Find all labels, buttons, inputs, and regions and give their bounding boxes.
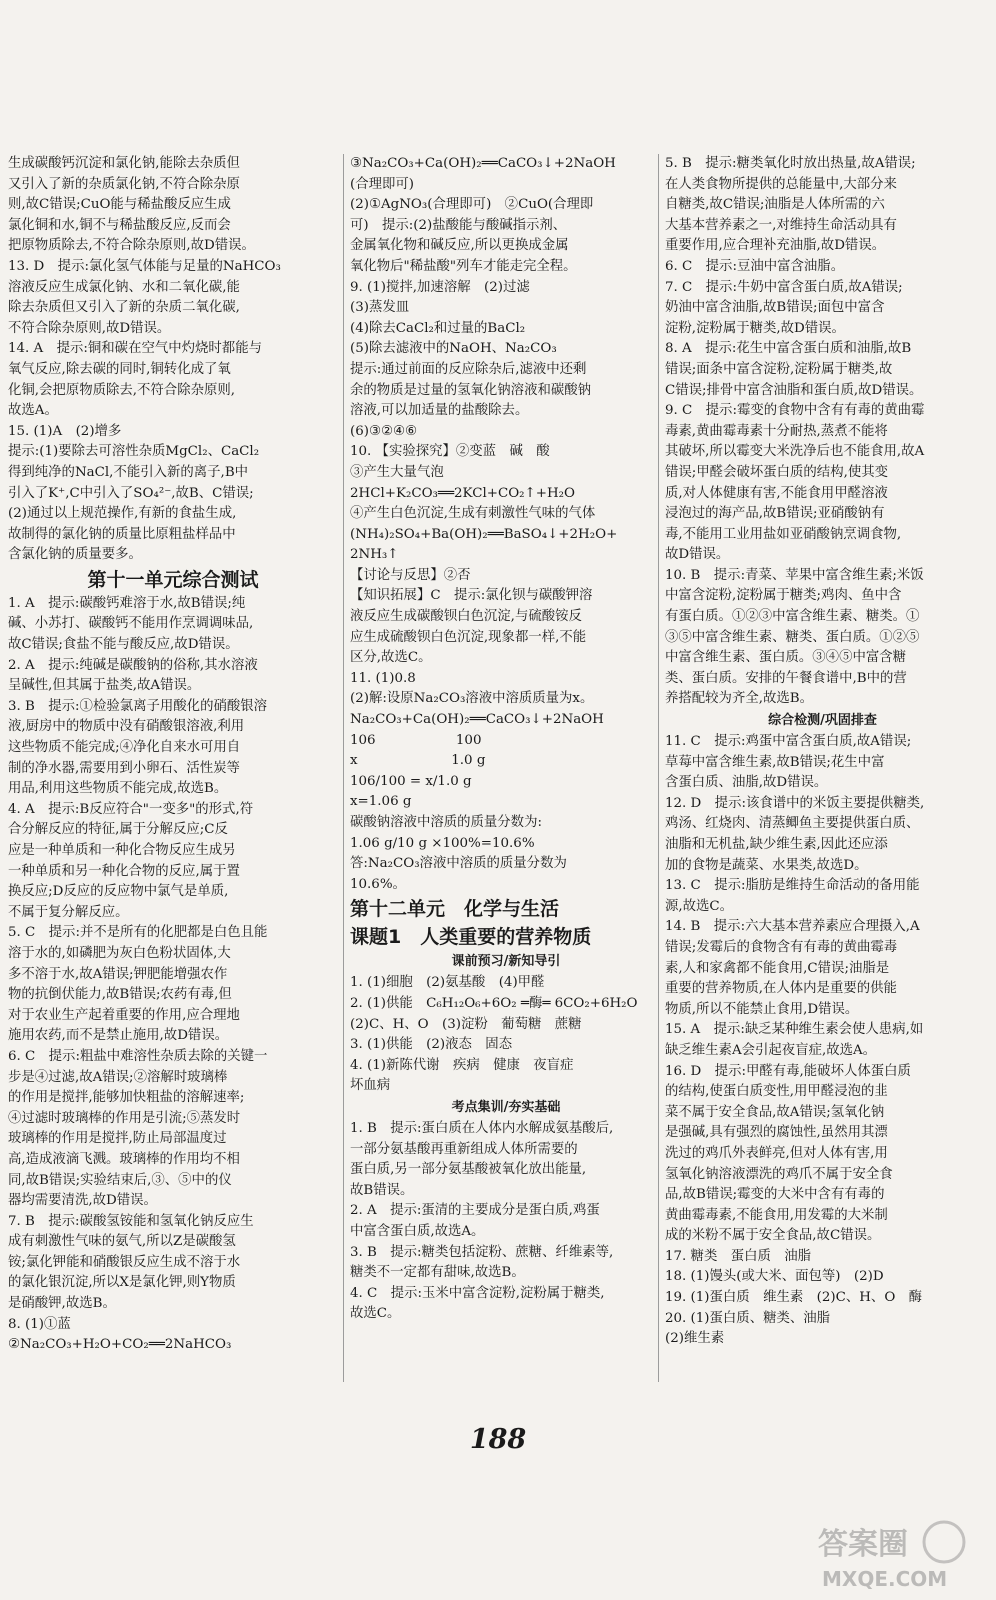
text-line: 源,故选C。 xyxy=(665,898,734,914)
text-line: 7. C 提示:牛奶中富含蛋白质,故A错误; xyxy=(665,279,903,295)
text-line: 8. A 提示:花生中富含蛋白质和油脂,故B xyxy=(665,341,912,357)
text-line: 把原物质除去,不符合除杂原则,故D错误。 xyxy=(8,238,255,254)
text-line: 氧气反应,除去碳的同时,铜转化成了氧 xyxy=(8,361,231,377)
text-line: 换反应;D反应的反应物中氯气是单质, xyxy=(8,884,229,900)
text-line: 重要的营养物质,在人体内是重要的供能 xyxy=(665,981,897,997)
text-line: 蛋白质,另一部分氨基酸被氧化放出能量, xyxy=(350,1162,587,1178)
column-divider xyxy=(658,154,659,1382)
text-line: 养搭配较为齐全,故选B。 xyxy=(665,691,814,707)
section-heading: 课题1 人类重要的营养物质 xyxy=(350,926,592,949)
text-line: 又引入了新的杂质氯化钠,不符合除杂原 xyxy=(8,176,240,192)
text-line: (5)除去滤液中的NaOH、Na₂CO₃ xyxy=(350,341,557,357)
text-line: 成的米粉不属于安全食品,故C错误。 xyxy=(665,1228,881,1244)
text-line: 碱、小苏打、碳酸钙不能用作烹调调味品, xyxy=(8,616,254,632)
text-line: x 1.0 g xyxy=(350,753,486,769)
text-line: 9. (1)搅拌,加速溶解 (2)过滤 xyxy=(350,279,530,295)
text-line: 10. B 提示:青菜、苹果中富含维生素;米饭 xyxy=(665,567,924,583)
text-line: 其破坏,所以霉变大米洗净后也不能食用,故A xyxy=(665,444,925,460)
text-line: 错误;面条中富含淀粉,淀粉属于糖类,故 xyxy=(665,361,893,377)
text-line: 铵;氯化钾能和硝酸银反应生成不溶于水 xyxy=(8,1254,241,1270)
text-line: 5. B 提示:糖类氧化时放出热量,故A错误; xyxy=(665,156,916,171)
text-line: 2HCl+K₂CO₃══2KCl+CO₂↑+H₂O xyxy=(350,485,575,501)
text-line: 含蛋白质、油脂,故D错误。 xyxy=(665,775,828,791)
text-line: 是强碱,具有强烈的腐蚀性,虽然用其漂 xyxy=(665,1125,888,1141)
text-line: 12. D 提示:该食谱中的米饭主要提供糖类, xyxy=(665,795,925,811)
text-line: 淀粉,淀粉属于糖类,故D错误。 xyxy=(665,320,845,336)
svg-text:MXQE.COM: MXQE.COM xyxy=(822,1567,948,1591)
text-line: 合分解反应的特征,属于分解反应;C反 xyxy=(8,822,228,838)
section-heading: 第十二单元 化学与生活 xyxy=(350,898,560,921)
text-line: 11. (1)0.8 xyxy=(350,670,416,686)
page-number: 188 xyxy=(469,1424,527,1455)
text-line: 20. (1)蛋白质、糖类、油脂 xyxy=(665,1310,831,1326)
text-line: 高,造成液滴飞溅。玻璃棒的作用均不相 xyxy=(8,1151,240,1167)
text-line: 对于农业生产起着重要的作用,应合理地 xyxy=(8,1007,240,1023)
text-line: 制的净水器,需要用到小卵石、活性炭等 xyxy=(8,760,240,776)
text-line: 生成碳酸钙沉淀和氯化钠,能除去杂质但 xyxy=(8,156,240,171)
text-line: 引入了K⁺,C中引入了SO₄²⁻,故B、C错误; xyxy=(8,485,254,501)
text-line: 1. A 提示:碳酸钙难溶于水,故B错误;纯 xyxy=(8,595,246,611)
watermark-logo xyxy=(814,1516,974,1594)
text-line: 故选C。 xyxy=(350,1306,401,1322)
text-line: 一种单质和另一种化合物的反应,属于置 xyxy=(8,863,240,879)
text-line: 4. C 提示:玉米中富含淀粉,淀粉属于糖类, xyxy=(350,1285,605,1301)
text-line: (合理即可) xyxy=(350,176,415,192)
text-line: 4. A 提示:B反应符合"一变多"的形式,符 xyxy=(8,801,254,817)
text-line: 玻璃棒的作用是搅拌,防止局部温度过 xyxy=(8,1131,227,1147)
text-line: 重要作用,应合理补充油脂,故D错误。 xyxy=(665,238,886,254)
text-line: 物的抗倒伏能力,故B错误;农药有毒,但 xyxy=(8,987,232,1003)
text-line: 的氯化银沉淀,所以X是氯化钾,则Y物质 xyxy=(8,1275,236,1291)
text-line: ③产生大量气泡 xyxy=(350,464,444,480)
text-line: 不符合除杂原则,故D错误。 xyxy=(8,320,171,336)
text-line: ③Na₂CO₃+Ca(OH)₂══CaCO₃↓+2NaOH xyxy=(350,156,616,171)
text-line: 13. D 提示:氯化氢气体能与足量的NaHCO₃ xyxy=(8,258,281,274)
text-line: 17. 糖类 蛋白质 油脂 xyxy=(665,1248,812,1264)
text-line: 故B错误。 xyxy=(350,1182,414,1198)
text-line: 可) 提示:(2)盐酸能与酸碱指示剂、 xyxy=(350,217,567,233)
text-line: 得到纯净的NaCl,不能引入新的离子,B中 xyxy=(8,464,249,480)
text-line: 器均需要清洗,故D错误。 xyxy=(8,1193,157,1209)
text-line: 14. B 提示:六大基本营养素应合理摄入,A xyxy=(665,919,920,935)
text-line: 在人类食物所提供的总能量中,大部分来 xyxy=(665,176,897,192)
subsection-heading: 考点集训/夯实基础 xyxy=(451,1099,561,1115)
text-line: 是硝酸钾,故选B。 xyxy=(8,1296,116,1312)
text-line: 奶油中富含油脂,故B错误;面包中富含 xyxy=(665,300,885,316)
text-line: (3)蒸发皿 xyxy=(350,300,410,316)
text-line: ④过滤时玻璃棒的作用是引流;⑤蒸发时 xyxy=(8,1110,241,1126)
text-line: (2)解:设原Na₂CO₃溶液中溶质质量为x。 xyxy=(350,691,594,707)
text-line: 毒素,黄曲霉毒素十分耐热,蒸煮不能将 xyxy=(665,423,888,439)
text-line: 一部分氨基酸再重新组成人体所需要的 xyxy=(350,1141,578,1157)
text-line: 自糖类,故C错误;油脂是人体所需的六 xyxy=(665,197,885,213)
text-line: ③⑤中富含维生素、糖类、蛋白质。①②⑤ xyxy=(665,629,920,645)
text-line: 化铜,会把原物质除去,不符合除杂原则, xyxy=(8,382,236,398)
text-line: (2)①AgNO₃(合理即可) ②CuO(合理即 xyxy=(350,197,594,213)
text-line: 2. A 提示:纯碱是碳酸钠的俗称,其水溶液 xyxy=(8,657,258,673)
text-line: 氯化铜和水,铜不与稀盐酸反应,反而会 xyxy=(8,217,231,233)
text-line: 毒,不能用工业用盐如亚硝酸钠烹调食物, xyxy=(665,526,902,542)
text-line: 多不溶于水,故A错误;钾肥能增强农作 xyxy=(8,966,228,982)
text-line: 3. (1)供能 (2)液态 固态 xyxy=(350,1037,513,1053)
text-line: (NH₄)₂SO₄+Ba(OH)₂══BaSO₄↓+2H₂O+ xyxy=(350,526,618,542)
text-line: 1. B 提示:蛋白质在人体内水解成氨基酸后, xyxy=(350,1120,614,1136)
text-line: 菜不属于安全食品,故A错误;氢氧化钠 xyxy=(665,1104,885,1120)
text-line: 故D错误。 xyxy=(665,547,730,563)
text-line: (6)③②④⑥ xyxy=(350,423,417,439)
text-line: 的结构,使蛋白质变性,用甲醛浸泡的韭 xyxy=(665,1084,888,1100)
text-line: 区分,故选C。 xyxy=(350,650,432,666)
text-line: 液,厨房中的物质中没有硝酸银溶液,利用 xyxy=(8,719,245,735)
text-line: 【知识拓展】C 提示:氯化钡与碳酸钾溶 xyxy=(350,588,593,604)
text-line: 11. C 提示:鸡蛋中富含蛋白质,故A错误; xyxy=(665,734,912,750)
text-line: 13. C 提示:脂肪是维持生命活动的备用能 xyxy=(665,878,920,894)
text-line: 步是④过滤,故A错误;②溶解时玻璃棒 xyxy=(8,1069,228,1085)
text-line: 草莓中富含维生素,故B错误;花生中富 xyxy=(665,754,885,770)
text-line: 含氯化钠的质量要多。 xyxy=(8,547,142,563)
text-line: 糖类不一定都有甜味,故选B。 xyxy=(350,1265,525,1281)
text-line: (4)除去CaCl₂和过量的BaCl₂ xyxy=(350,320,526,336)
text-line: 10.6%。 xyxy=(350,876,406,892)
text-line: 中富含淀粉,淀粉属于糖类;鸡肉、鱼中含 xyxy=(665,588,902,604)
text-line: 7. B 提示:碳酸氢铵能和氢氧化钠反应生 xyxy=(8,1213,254,1229)
text-line: x=1.06 g xyxy=(350,794,412,810)
text-line: 缺乏维生素A会引起夜盲症,故选A。 xyxy=(665,1042,877,1058)
text-line: 14. A 提示:铜和碳在空气中灼烧时都能与 xyxy=(8,341,262,357)
text-line: 类、蛋白质。安排的午餐食谱中,B中的营 xyxy=(665,670,907,686)
text-line: 2NH₃↑ xyxy=(350,547,399,563)
text-line: 提示:(1)要除去可溶性杂质MgCl₂、CaCl₂ xyxy=(8,444,260,460)
text-line: 金属氧化物和碱反应,所以更换成金属 xyxy=(350,238,569,254)
text-line: 1. (1)细胞 (2)氨基酸 (4)甲醛 xyxy=(350,975,545,991)
text-line: (2)维生素 xyxy=(665,1331,725,1347)
text-line: 除去杂质但又引入了新的杂质二氧化碳, xyxy=(8,300,240,316)
text-line: 8. (1)①蓝 xyxy=(8,1316,71,1332)
text-line: 溶于水的,如磷肥为灰白色粉状固体,大 xyxy=(8,945,231,961)
text-line: 中富含蛋白质,故选A。 xyxy=(350,1223,485,1239)
text-line: 15. (1)A (2)增多 xyxy=(8,423,122,439)
column-divider xyxy=(343,154,344,1382)
text-line: 质,对人体健康有害,不能食用甲醛溶液 xyxy=(665,485,888,501)
text-line: 不属于复分解反应。 xyxy=(8,904,129,920)
text-line: 施用农药,而不是禁止施用,故D错误。 xyxy=(8,1028,229,1044)
text-line: 有蛋白质。①②③中富含维生素、糖类。① xyxy=(665,609,920,625)
left-column xyxy=(8,154,338,1356)
svg-text:答案圈: 答案圈 xyxy=(818,1527,908,1562)
text-line: 6. C 提示:豆油中富含油脂。 xyxy=(665,258,845,274)
text-line: 应生成硫酸钡白色沉淀,现象都一样,不能 xyxy=(350,629,587,645)
text-line: 提示:通过前面的反应除杂后,滤液中还剩 xyxy=(350,361,587,377)
text-line: 品,故B错误;霉变的大米中含有有毒的 xyxy=(665,1187,885,1203)
text-line: 鸡汤、红烧肉、清蒸鲫鱼主要提供蛋白质、 xyxy=(665,816,920,832)
text-line: 1.06 g/10 g ×100%=10.6% xyxy=(350,835,535,851)
text-line: 溶液,可以加适量的盐酸除去。 xyxy=(350,403,529,419)
text-line: 错误;发霉后的食物含有有毒的黄曲霉毒 xyxy=(665,939,898,955)
text-line: 碳酸钠溶液中溶质的质量分数为: xyxy=(350,815,542,830)
text-line: 浸泡过的海产品,故B错误;亚硝酸钠有 xyxy=(665,506,885,522)
text-line: 106/100 = x/1.0 g xyxy=(350,773,472,789)
text-line: 3. B 提示:糖类包括淀粉、蔗糖、纤维素等, xyxy=(350,1244,614,1260)
text-line: ②Na₂CO₃+H₂O+CO₂══2NaHCO₃ xyxy=(8,1337,232,1353)
text-line: 氧化物后"稀盐酸"列车才能走完全程。 xyxy=(350,258,577,274)
text-line: 的作用是搅拌,能够加快粗盐的溶解速率; xyxy=(8,1090,245,1106)
text-line: 【讨论与反思】②否 xyxy=(350,567,471,583)
text-line: 这些物质不能完成;④净化自来水可用自 xyxy=(8,740,241,756)
text-line: (2)C、H、O (3)淀粉 葡萄糖 蔗糖 xyxy=(350,1016,582,1032)
text-line: 油脂和无机盐,缺少维生素,因此还应添 xyxy=(665,837,888,852)
text-line: 成有刺激性气味的氨气,所以Z是碳酸氢 xyxy=(8,1234,236,1250)
text-line: 溶液反应生成氯化钠、水和二氧化碳,能 xyxy=(8,279,240,295)
text-line: 4. (1)新陈代谢 疾病 健康 夜盲症 xyxy=(350,1057,574,1073)
text-line: 呈碱性,但其属于盐类,故A错误。 xyxy=(8,678,201,694)
right-column xyxy=(665,154,980,1350)
text-line: 应是一种单质和一种化合物反应生成另 xyxy=(8,843,236,858)
middle-column xyxy=(350,154,662,1325)
text-line: 洗过的鸡爪外表鲜亮,但对人体有害,用 xyxy=(665,1145,888,1161)
text-line: 氢氧化钠溶液漂洗的鸡爪不属于安全食 xyxy=(665,1166,893,1182)
text-line: 余的物质是过量的氢氧化钠溶液和碳酸钠 xyxy=(350,382,592,398)
text-line: 故选A。 xyxy=(8,403,58,419)
text-line: 16. D 提示:甲醛有毒,能破坏人体蛋白质 xyxy=(665,1063,911,1079)
text-line: 同,故B错误;实验结束后,③、⑤中的仪 xyxy=(8,1172,232,1188)
text-line: 2. (1)供能 C₆H₁₂O₆+6O₂ ═酶═ 6CO₂+6H₂O xyxy=(350,995,638,1011)
text-line: 5. C 提示:并不是所有的化肥都是白色且能 xyxy=(8,925,268,941)
text-line: 106 100 xyxy=(350,732,482,748)
text-line: Na₂CO₃+Ca(OH)₂══CaCO₃↓+2NaOH xyxy=(350,712,604,728)
text-line: 则,故C错误;CuO能与稀盐酸反应生成 xyxy=(8,197,231,213)
section-heading: 第十一单元综合测试 xyxy=(87,568,259,591)
subsection-heading: 综合检测/巩固排查 xyxy=(768,713,877,729)
text-line: ④产生白色沉淀,生成有刺激性气味的气体 xyxy=(350,506,596,522)
text-line: 物质,所以不能禁止食用,D错误。 xyxy=(665,1001,859,1017)
text-line: 液反应生成碳酸钡白色沉淀,与硫酸铵反 xyxy=(350,609,582,625)
text-line: 中富含维生素、蛋白质。③④⑤中富含糖 xyxy=(665,650,907,666)
text-line: 19. (1)蛋白质 维生素 (2)C、H、O 酶 xyxy=(665,1290,923,1306)
text-line: 加的食物是蔬菜、水果类,故选D。 xyxy=(665,857,868,873)
text-line: 答:Na₂CO₃溶液中溶质的质量分数为 xyxy=(350,856,567,872)
text-line: (2)通过以上规范操作,有新的食盐生成, xyxy=(8,506,237,522)
text-line: 错误;甲醛会破坏蛋白质的结构,使其变 xyxy=(665,464,889,480)
text-line: 9. C 提示:霉变的食物中含有有毒的黄曲霉 xyxy=(665,403,925,419)
text-line: 故C错误;食盐不能与酸反应,故D错误。 xyxy=(8,637,239,653)
text-line: 15. A 提示:缺乏某种维生素会使人患病,如 xyxy=(665,1022,924,1038)
text-line: C错误;排骨中富含油脂和蛋白质,故D错误。 xyxy=(665,382,923,398)
text-line: 10. 【实验探究】②变蓝 碱 酸 xyxy=(350,444,550,460)
text-line: 2. A 提示:蛋清的主要成分是蛋白质,鸡蛋 xyxy=(350,1203,600,1219)
text-line: 18. (1)馒头(或大米、面包等) (2)D xyxy=(665,1269,884,1285)
text-line: 6. C 提示:粗盐中难溶性杂质去除的关键一 xyxy=(8,1048,268,1064)
text-line: 故制得的氯化钠的质量比原粗盐样品中 xyxy=(8,526,236,542)
subsection-heading: 课前预习/新知导引 xyxy=(451,954,561,970)
text-line: 3. B 提示:①检验氯离子用酸化的硝酸银溶 xyxy=(8,698,268,714)
text-line: 素,人和家禽都不能食用,C错误;油脂是 xyxy=(665,960,890,976)
text-line: 大基本营养素之一,对维持生命活动具有 xyxy=(665,217,897,233)
text-line: 坏血病 xyxy=(350,1078,391,1094)
text-line: 用品,利用这些物质不能完成,故选B。 xyxy=(8,781,228,797)
text-line: 黄曲霉毒素,不能食用,用发霉的大米制 xyxy=(665,1207,888,1223)
